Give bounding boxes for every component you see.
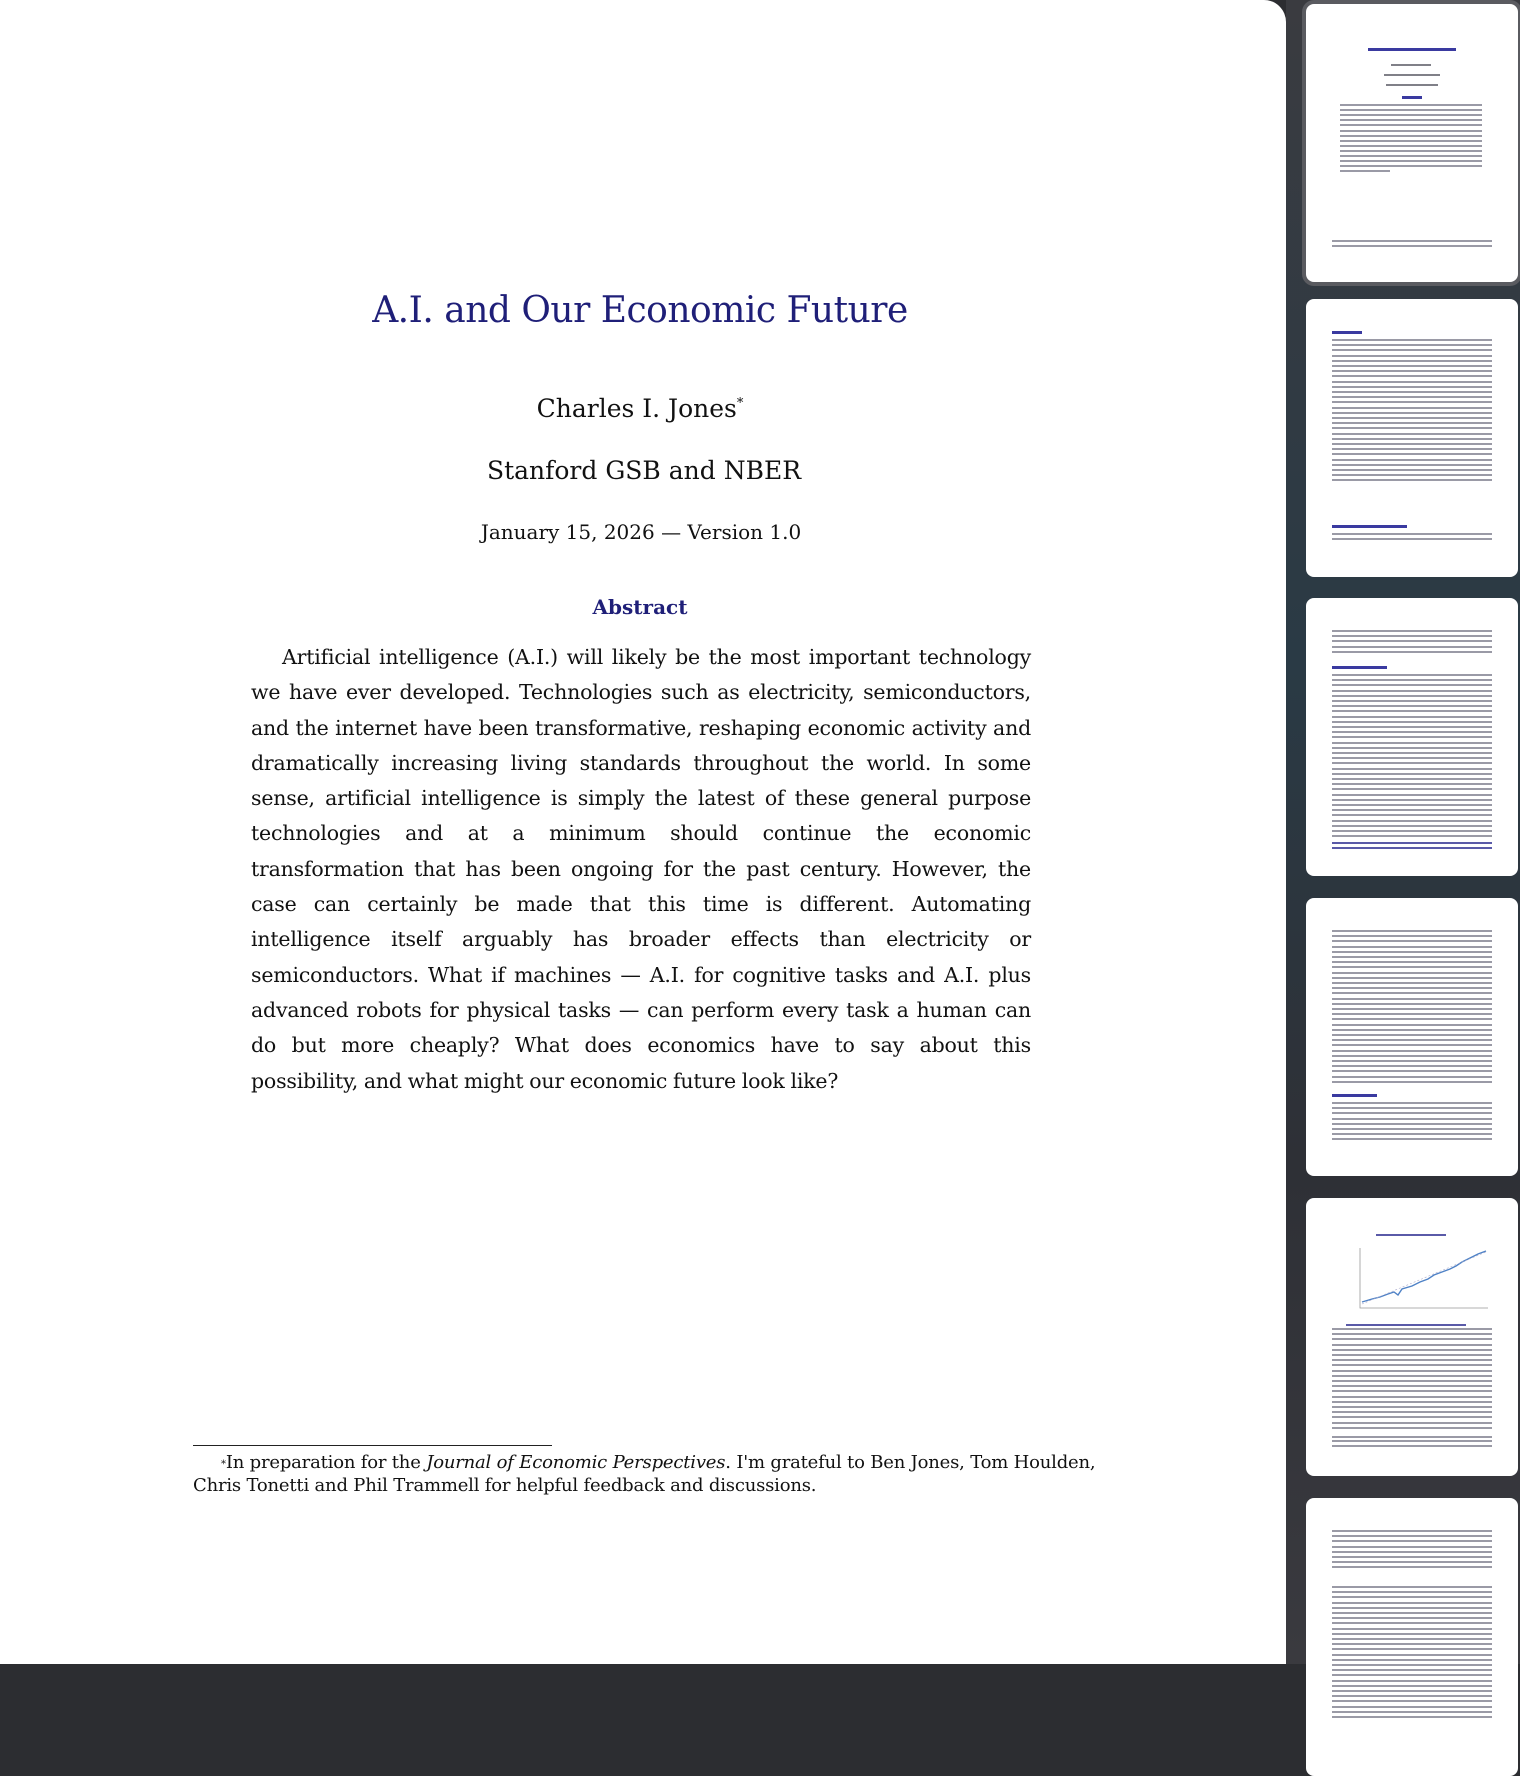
thumbnail-text-line [1332,391,1492,393]
thumbnail-heading-line [1332,1094,1377,1097]
thumbnail-text-line [1332,1716,1492,1718]
footnote-journal: Journal of Economic Perspectives [426,1452,726,1473]
thumbnail-text-line [1332,1138,1492,1140]
thumbnail-text-line [1332,635,1492,637]
thumbnail-text-line [1332,977,1492,979]
thumbnail-text-line [1332,747,1492,749]
thumbnail-text-line [1340,160,1482,162]
thumbnail-text-line [1332,1029,1492,1031]
thumbnail-text-line [1340,119,1482,121]
thumbnail-text-line [1332,1685,1492,1687]
thumbnail-text-line [1332,1530,1492,1532]
thumbnail-text-line [1332,1385,1492,1387]
thumbnail-text-line [1332,646,1492,648]
thumbnail-text-line [1340,150,1482,152]
thumbnail-text-line [1332,726,1492,728]
thumbnail-text-line [1340,130,1482,132]
thumbnail-text-line [1332,674,1492,676]
thumbnail-text-line [1332,1551,1492,1553]
thumbnail-heading-line [1391,64,1431,66]
thumbnail-text-line [1332,783,1492,785]
thumbnail-heading-line [1332,525,1407,528]
thumbnail-text-line [1332,1654,1492,1656]
thumbnail-heading-line [1346,1324,1466,1326]
thumbnail-text-line [1332,533,1492,535]
thumbnail-text-line [1332,742,1492,744]
thumbnail-page-6[interactable] [1306,1498,1518,1776]
thumbnail-text-line [1332,1612,1492,1614]
thumbnail-text-line [1332,951,1492,953]
thumbnail-text-line [1332,1556,1492,1558]
thumbnail-page-4[interactable] [1306,898,1518,1176]
thumbnail-text-line [1332,809,1492,811]
thumbnail-text-line [1332,736,1492,738]
thumbnail-text-line [1332,804,1492,806]
thumbnail-text-line [1340,140,1482,142]
thumbnail-text-line [1332,1690,1492,1692]
thumbnail-text-line [1332,721,1492,723]
thumbnail-text-line [1332,788,1492,790]
thumbnail-text-line [1332,1586,1492,1588]
thumbnail-text-line [1340,135,1482,137]
thumbnail-text-line [1332,1643,1492,1645]
thumbnail-text-line [1332,1680,1492,1682]
thumbnail-text-line [1332,992,1492,994]
thumbnail-text-line [1332,847,1492,849]
thumbnail-text-line [1332,1380,1492,1382]
thumbnail-text-line [1332,705,1492,707]
thumbnail-text-line [1332,716,1492,718]
paper-date: January 15, 2026 — Version 1.0 [480,520,802,544]
thumbnail-text-line [1332,814,1492,816]
thumbnail-text-line [1332,1535,1492,1537]
footnote-mark: * [221,1459,226,1470]
thumbnail-text-line [1332,1055,1492,1057]
thumbnail-text-line [1332,1711,1492,1713]
thumbnail-heading-line [1384,74,1440,76]
thumbnail-text-line [1332,1359,1492,1361]
thumbnail-text-line [1332,1364,1492,1366]
paper-author [0,394,1280,423]
thumbnail-text-line [1332,1328,1492,1330]
thumbnail-text-line [1332,1034,1492,1036]
thumbnail-text-line [1332,835,1492,837]
thumbnail-heading-line [1332,331,1362,334]
thumbnail-text-line [1332,1638,1492,1640]
thumbnail-text-line [1332,1390,1492,1392]
thumbnail-text-line [1332,1133,1492,1135]
thumbnail-text-line [1332,1633,1492,1635]
thumbnail-text-line [1340,124,1482,126]
thumbnail-text-line [1332,344,1492,346]
thumbnail-text-line [1340,114,1482,116]
thumbnail-text-line [1332,966,1492,968]
footnote-text-post: . I'm grateful to Ben Jones, Tom Houlden, Chris Tonetti and Phil Trammell for helpful feedback and discussions. [193,1452,1096,1496]
thumbnail-text-line [1332,987,1492,989]
thumbnail-text-line [1340,109,1482,111]
thumbnail-text-line [1332,469,1492,471]
thumbnail-text-line [1332,1411,1492,1413]
thumbnail-heading-line [1376,1234,1446,1236]
thumbnail-text-line [1332,773,1492,775]
thumbnail-text-line [1332,386,1492,388]
thumbnail-text-line [1332,1396,1492,1398]
thumbnail-text-line [1332,982,1492,984]
thumbnail-heading-line [1402,96,1422,99]
thumbnail-text-line [1332,433,1492,435]
thumbnail-text-line [1332,1445,1492,1447]
thumbnail-text-line [1332,1540,1492,1542]
thumbnail-text-line [1332,417,1492,419]
abstract-heading: Abstract [592,595,688,619]
thumbnail-text-line [1332,1674,1492,1676]
thumbnail-text-line [1332,1669,1492,1671]
thumbnail-text-line [1332,768,1492,770]
thumbnail-text-line [1332,1076,1492,1078]
thumbnail-text-line [1332,1561,1492,1563]
thumbnail-text-line [1332,1659,1492,1661]
thumbnail-text-line [1332,1607,1492,1609]
thumbnail-text-line [1332,1546,1492,1548]
thumbnail-text-line [1332,820,1492,822]
thumbnail-text-line [1332,752,1492,754]
thumbnail-text-line [1332,453,1492,455]
thumbnail-page-2[interactable] [1306,299,1518,577]
thumbnail-text-line [1332,1112,1492,1114]
thumbnail-text-line [1332,825,1492,827]
thumbnail-text-line [1332,412,1492,414]
thumbnail-text-line [1332,1440,1492,1442]
thumbnail-text-line [1332,1617,1492,1619]
thumbnail-text-line [1332,1344,1492,1346]
thumbnail-text-line [1332,956,1492,958]
thumbnail-text-line [1332,459,1492,461]
thumbnail-text-line [1332,479,1492,481]
thumbnail-text-line [1332,438,1492,440]
thumbnail-text-line [1332,1024,1492,1026]
thumbnail-text-line [1332,1622,1492,1624]
thumbnail-text-line [1332,1065,1492,1067]
thumbnail-text-line [1332,930,1492,932]
thumbnail-text-line [1332,799,1492,801]
thumbnail-text-line [1332,946,1492,948]
thumbnail-text-line [1332,1648,1492,1650]
thumbnail-text-line [1332,443,1492,445]
thumbnail-text-line [1332,684,1492,686]
chart-axis [1360,1248,1488,1308]
thumbnail-text-line [1332,1107,1492,1109]
thumbnail-text-line [1332,1664,1492,1666]
footnote-rule [193,1445,552,1446]
thumbnail-text-line [1332,1401,1492,1403]
thumbnail-text-line [1332,762,1492,764]
thumbnail-text-line [1340,155,1482,157]
thumbnail-page-5[interactable] [1306,1198,1518,1476]
thumbnail-text-line [1332,1013,1492,1015]
thumbnail-text-line [1332,1700,1492,1702]
thumbnail-text-line [1332,651,1492,653]
thumbnail-text-line [1332,1039,1492,1041]
thumbnail-text-line [1332,396,1492,398]
thumbnail-text-line [1332,1128,1492,1130]
thumbnail-text-line [1332,1102,1492,1104]
thumbnail-text-line [1332,1050,1492,1052]
thumbnail-text-line [1332,240,1492,242]
thumbnail-text-line [1332,355,1492,357]
thumbnail-text-line [1332,695,1492,697]
thumbnail-text-line [1332,427,1492,429]
footnote [193,1451,1118,1497]
thumbnail-text-line [1332,448,1492,450]
thumbnail-text-line [1332,401,1492,403]
thumbnail-text-line [1332,1008,1492,1010]
footnote-text-pre: In preparation for the [225,1452,427,1473]
thumbnail-text-line [1332,778,1492,780]
thumbnail-text-line [1332,1695,1492,1697]
thumbnail-page-1[interactable] [1306,4,1518,282]
thumbnail-heading-line [1386,84,1438,86]
thumbnail-heading-line [1368,48,1456,51]
thumbnail-text-line [1332,1349,1492,1351]
thumbnail-text-line [1332,1123,1492,1125]
thumbnail-text-line [1332,349,1492,351]
thumbnail-text-line [1332,1566,1492,1568]
thumbnail-text-line [1332,690,1492,692]
thumbnail-text-line [1340,170,1390,172]
thumbnail-text-line [1332,935,1492,937]
thumbnail-text-line [1332,339,1492,341]
thumbnail-text-line [1332,1003,1492,1005]
thumbnail-text-line [1332,422,1492,424]
thumbnail-text-line [1332,1354,1492,1356]
thumbnail-text-line [1332,1018,1492,1020]
thumbnail-text-line [1332,1375,1492,1377]
thumbnail-text-line [1332,794,1492,796]
thumbnail-text-line [1332,1427,1492,1429]
thumbnail-text-line [1332,538,1492,540]
thumbnail-text-line [1332,1370,1492,1372]
thumbnail-text-line [1332,1602,1492,1604]
author-name: Charles I. Jones [536,394,737,423]
thumbnail-text-line [1332,1070,1492,1072]
author-footnote-mark[interactable]: * [736,396,744,411]
thumbnail-text-line [1332,1081,1492,1083]
thumbnail-text-line [1332,679,1492,681]
thumbnail-text-line [1332,1436,1492,1438]
thumbnail-text-line [1332,757,1492,759]
thumbnail-text-line [1332,961,1492,963]
paper-affiliation: Stanford GSB and NBER [486,456,802,485]
thumbnail-text-line [1332,1060,1492,1062]
thumbnail-text-line [1332,365,1492,367]
thumbnail-text-line [1332,1333,1492,1335]
thumbnail-text-line [1332,1596,1492,1598]
thumbnail-text-line [1332,998,1492,1000]
thumbnail-text-line [1332,1416,1492,1418]
thumbnail-text-line [1332,1591,1492,1593]
thumbnail-text-line [1332,1706,1492,1708]
thumbnail-text-line [1332,370,1492,372]
thumbnail-heading-line [1332,666,1387,669]
thumbnail-text-line [1332,1338,1492,1340]
thumbnail-text-line [1332,1422,1492,1424]
thumbnail-chart [1342,1242,1492,1322]
thumbnail-text-line [1332,464,1492,466]
abstract-text: Artificial intelligence (A.I.) will likely be the most important technology we have ever developed. Technologies such as electricity, semiconductors, and the internet have been transformative, reshaping economic activity and dramatically increasing living standards throughout the world. In some sense, artificial intelligence is simply the latest of these general purpose technologies and at a minimum should continue the economic transformation that has been ongoing for the past century. However, the case can certainly be made that this time is different. Automating intelligence itself arguably has broader effects than electricity or semiconductors. What if machines — A.I. for cognitive tasks and A.I. plus advanced robots for physical tasks — can perform every task a human can do but more cheaply? What does economics have to say about this possibility, and what might our economic future look like? [251,645,1031,1093]
thumbnail-text-line [1332,630,1492,632]
thumbnail-page-3[interactable] [1306,598,1518,876]
thumbnail-text-line [1340,165,1482,167]
thumbnail-text-line [1332,1628,1492,1630]
thumbnail-text-line [1332,407,1492,409]
thumbnail-text-line [1332,381,1492,383]
thumbnail-text-line [1332,474,1492,476]
thumbnail-text-line [1332,1406,1492,1408]
thumbnail-text-line [1332,700,1492,702]
thumbnail-text-line [1332,830,1492,832]
thumbnail-text-line [1332,245,1492,247]
thumbnail-text-line [1332,360,1492,362]
thumbnail-text-line [1340,104,1482,106]
chart-series-line [1362,1251,1486,1302]
thumbnail-text-line [1332,842,1492,844]
thumbnail-text-line [1332,710,1492,712]
thumbnail-text-line [1332,375,1492,377]
thumbnail-text-line [1332,1044,1492,1046]
thumbnail-text-line [1332,640,1492,642]
thumbnail-text-line [1332,972,1492,974]
thumbnail-text-line [1332,1118,1492,1120]
thumbnail-text-line [1340,145,1482,147]
thumbnail-text-line [1332,731,1492,733]
paper-title: A.I. and Our Economic Future [372,290,908,331]
thumbnail-text-line [1332,940,1492,942]
